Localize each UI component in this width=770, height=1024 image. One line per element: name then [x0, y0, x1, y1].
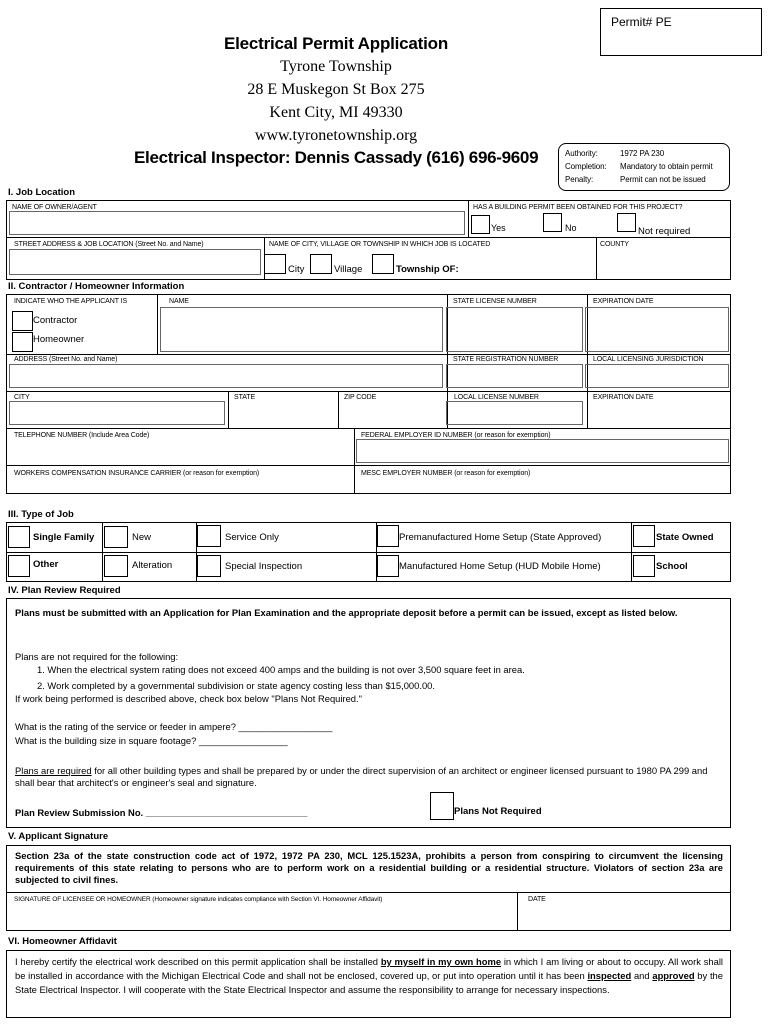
workers-comp-label: WORKERS COMPENSATION INSURANCE CARRIER (or reason for exemption): [14, 470, 260, 477]
other-checkbox[interactable]: [8, 555, 30, 577]
state-owned-label: State Owned: [656, 532, 714, 543]
contractor-name-label: NAME: [169, 298, 189, 305]
signature-label: SIGNATURE OF LICENSEE OR HOMEOWNER (Homeowner signature indicates compliance with Section VI. Homeowner Affidavit): [14, 896, 383, 903]
affidavit-underlined-approved: approved: [652, 970, 695, 981]
completion-label: Completion:: [565, 162, 607, 171]
premanufactured-label: Premanufactured Home Setup (State Approved): [399, 532, 602, 543]
state-registration-field[interactable]: [446, 364, 583, 388]
contractor-address-label: ADDRESS (Street No. and Name): [14, 356, 118, 363]
affidavit-text-part3: and: [631, 970, 653, 981]
check-box-instruction: If work being performed is described above, check box below "Plans Not Required.": [15, 693, 362, 704]
homeowner-affidavit-text: [15, 955, 723, 997]
school-checkbox[interactable]: [633, 555, 655, 577]
contractor-checkbox[interactable]: [12, 311, 33, 331]
plan-review-submission[interactable]: Plan Review Submission No. _______________________________: [15, 807, 308, 818]
plans-not-required-checkbox[interactable]: [430, 792, 454, 820]
section6-heading: VI. Homeowner Affidavit: [8, 936, 117, 947]
alteration-label: Alteration: [132, 560, 173, 571]
exemption-item-2: 2. Work completed by a governmental subdivision or state agency costing less than $15,000.00.: [37, 680, 435, 691]
plans-required-paragraph: [15, 765, 725, 789]
township-checkbox[interactable]: [372, 254, 394, 274]
plans-not-required-intro: Plans are not required for the following:: [15, 651, 179, 662]
local-license-field[interactable]: [446, 401, 583, 425]
special-inspection-checkbox[interactable]: [197, 555, 221, 577]
signature-field[interactable]: [9, 905, 514, 929]
township-address-line1: 28 E Muskegon St Box 275: [247, 81, 425, 98]
township-address-line2: Kent City, MI 49330: [269, 104, 403, 121]
service-rating-question[interactable]: What is the rating of the service or feeder in ampere? __________________: [15, 721, 333, 732]
expiration-date-2-label: EXPIRATION DATE: [593, 394, 654, 401]
contractor-address-field[interactable]: [9, 364, 443, 388]
section5-heading: V. Applicant Signature: [8, 831, 109, 842]
state-owned-checkbox[interactable]: [633, 525, 655, 547]
affidavit-text-part1: I hereby certify the electrical work described on this permit application shall be installed: [15, 956, 381, 967]
village-checkbox[interactable]: [310, 254, 332, 274]
affidavit-text-part4: by the State Electrical Inspector. I will cooperate with the State Electrical Inspector and assume the responsibility to arrange for necessary inspections.: [15, 970, 723, 995]
state-field-label: STATE: [234, 394, 256, 401]
not-required-label: Not required: [638, 226, 691, 237]
new-checkbox[interactable]: [104, 526, 128, 548]
penalty-label: Penalty:: [565, 175, 594, 184]
alteration-checkbox[interactable]: [104, 555, 128, 577]
owner-name-label: NAME OF OWNER/AGENT: [12, 204, 97, 211]
special-inspection-label: Special Inspection: [225, 561, 303, 572]
authority-box: [558, 143, 730, 191]
section2-heading: II. Contractor / Homeowner Information: [8, 281, 185, 292]
telephone-label: TELEPHONE NUMBER (Include Area Code): [14, 432, 150, 439]
premanufactured-checkbox[interactable]: [377, 525, 399, 547]
city-field[interactable]: [9, 401, 225, 425]
city-field-label: CITY: [14, 394, 30, 401]
building-permit-no-checkbox[interactable]: [543, 213, 562, 232]
section4-heading: IV. Plan Review Required: [8, 585, 121, 596]
street-address-field[interactable]: [9, 249, 261, 275]
contractor-label: Contractor: [33, 315, 78, 326]
section3-heading: III. Type of Job: [8, 509, 74, 520]
contractor-name-field[interactable]: [160, 307, 443, 352]
authority-label: Authority:: [565, 149, 598, 158]
city-village-township-label: NAME OF CITY, VILLAGE OR TOWNSHIP IN WHICH JOB IS LOCATED: [269, 241, 491, 248]
authority-value: 1972 PA 230: [620, 149, 665, 158]
fein-field[interactable]: [356, 439, 729, 463]
yes-label: Yes: [491, 223, 506, 233]
state-license-field[interactable]: [446, 307, 583, 352]
building-permit-not-required-checkbox[interactable]: [617, 213, 636, 232]
section23a-text: Section 23a of the state construction code act of 1972, 1972 PA 230, MCL 125.1523A, prohibits a person from conspiring to circumvent the licensing requirements of this state relating to persons who are to perform work on a residential building or a residential structure. Violators of section 23a are subjected to civil fines.: [15, 850, 723, 885]
local-license-label: LOCAL LICENSE NUMBER: [454, 394, 539, 401]
completion-value: Mandatory to obtain permit: [620, 162, 713, 171]
permit-number-label: Permit# PE: [611, 15, 672, 29]
affidavit-text-part2: in which I am living or about to occupy. All work shall be installed in accordance with the Michigan Electrical Code and shall not be enclosed, covered up, or put into operation until it has been: [15, 956, 723, 981]
county-label: COUNTY: [600, 241, 629, 248]
affidavit-underlined-inspected: inspected: [587, 970, 632, 981]
plan-review-intro: Plans must be submitted with an Application for Plan Examination and the appropriate deposit before a permit can be issued, except as listed below.: [15, 607, 678, 618]
manufactured-checkbox[interactable]: [377, 555, 399, 577]
form-title: Electrical Permit Application: [223, 34, 449, 53]
signature-date-field[interactable]: [520, 905, 728, 929]
building-permit-yes-checkbox[interactable]: [471, 215, 490, 234]
state-license-label: STATE LICENSE NUMBER: [453, 298, 537, 305]
building-size-question[interactable]: What is the building size in square footage? _________________: [15, 735, 288, 746]
single-family-label: Single Family: [33, 532, 95, 543]
village-label: Village: [334, 264, 363, 275]
new-label: New: [132, 532, 152, 543]
applicant-type-label: INDICATE WHO THE APPLICANT IS: [14, 298, 128, 305]
other-label: Other: [33, 559, 59, 570]
plans-not-required-label: Plans Not Required: [454, 806, 542, 817]
signature-date-label: DATE: [528, 896, 546, 903]
owner-name-field[interactable]: [9, 211, 465, 235]
expiration-date-field[interactable]: [585, 307, 729, 352]
school-label: School: [656, 561, 688, 572]
township-name: Tyrone Township: [280, 58, 392, 75]
local-jurisdiction-label: LOCAL LICENSING JURISDICTION: [593, 356, 704, 363]
plans-required-rest: for all other building types and shall be prepared by or under the direct supervision of an architect or engineer licensed pursuant to 1980 PA 299 and shall bear that architect's or engineer's seal and signature.: [15, 765, 708, 788]
service-only-label: Service Only: [225, 532, 279, 543]
zip-code-label: ZIP CODE: [344, 394, 377, 401]
penalty-value: Permit can not be issued: [620, 175, 706, 184]
homeowner-checkbox[interactable]: [12, 332, 33, 352]
city-checkbox[interactable]: [264, 254, 286, 274]
manufactured-label: Manufactured Home Setup (HUD Mobile Home): [399, 561, 601, 572]
inspector-line: Electrical Inspector: Dennis Cassady (616) 696-9609: [134, 148, 539, 167]
expiration-date-label: EXPIRATION DATE: [593, 298, 654, 305]
exemption-item-1: 1. When the electrical system rating does not exceed 400 amps and the building is not over 3,500 square feet in area.: [37, 664, 525, 675]
plan-review-box: [6, 598, 731, 828]
township-website: www.tyronetownship.org: [254, 127, 418, 144]
street-address-label: STREET ADDRESS & JOB LOCATION (Street No. and Name): [14, 241, 204, 248]
township-label: Township OF:: [396, 264, 459, 275]
no-label: No: [565, 223, 577, 233]
building-permit-question: HAS A BUILDING PERMIT BEEN OBTAINED FOR THIS PROJECT?: [473, 204, 683, 211]
state-registration-label: STATE REGISTRATION NUMBER: [453, 356, 559, 363]
homeowner-label: Homeowner: [33, 334, 85, 345]
affidavit-underlined-own-home: by myself in my own home: [380, 956, 502, 967]
mesc-employer-label: MESC EMPLOYER NUMBER (or reason for exemption): [361, 470, 531, 477]
fein-label: FEDERAL EMPLOYER ID NUMBER (or reason for exemption): [361, 432, 551, 439]
section1-heading: I. Job Location: [8, 187, 76, 198]
plans-required-underlined: Plans are required: [15, 765, 92, 776]
service-only-checkbox[interactable]: [197, 525, 221, 547]
local-jurisdiction-field[interactable]: [585, 364, 729, 388]
single-family-checkbox[interactable]: [8, 526, 30, 548]
city-label: City: [288, 264, 305, 275]
